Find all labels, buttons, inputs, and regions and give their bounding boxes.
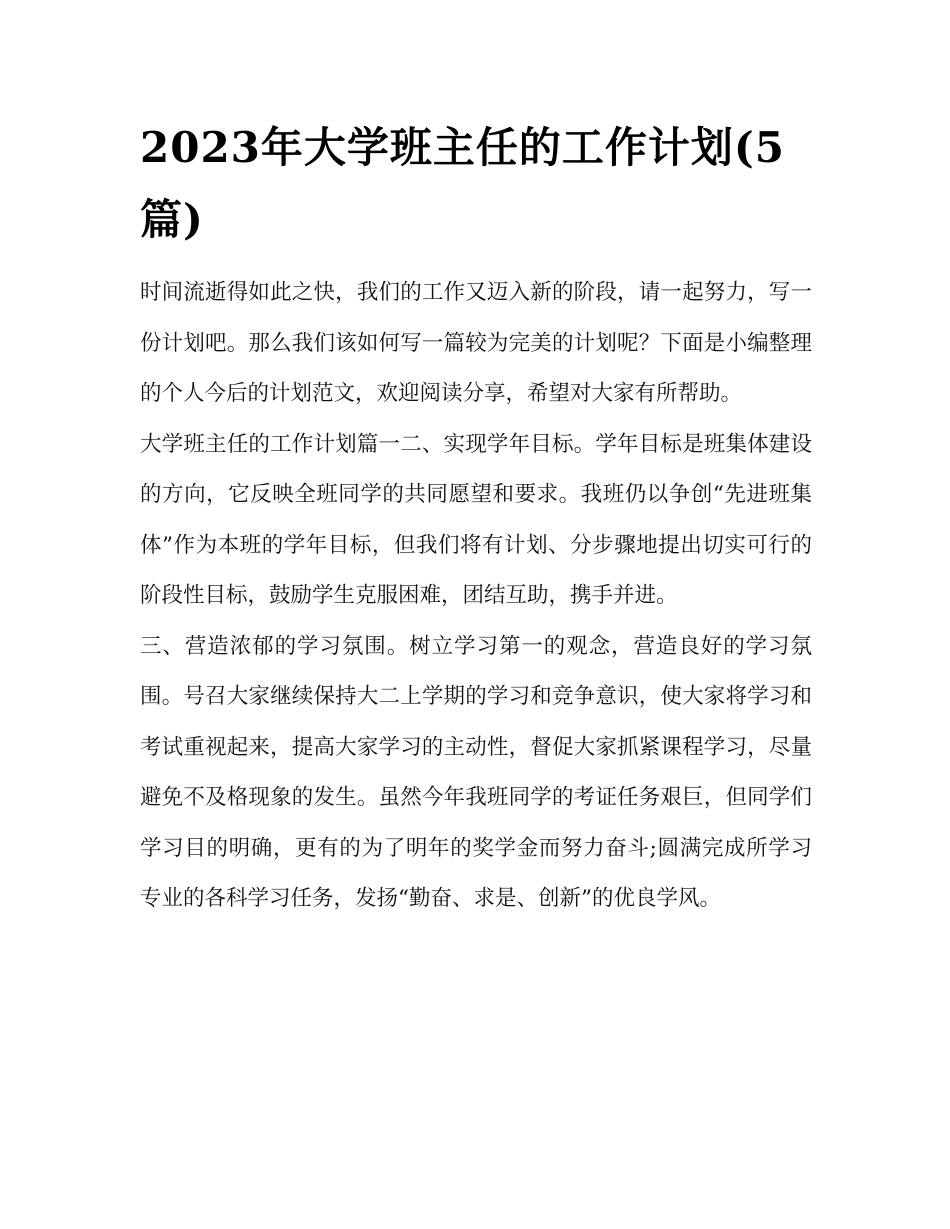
body-paragraph-study-atmosphere: 三、营造浓郁的学习氛围。树立学习第一的观念，营造良好的学习氛围。号召大家继续保持大二上学期的学习和竞争意识，使大家将学习和考试重视起来，提高大家学习的主动性，督促大家抓紧课程学习，尽量避免不及格现象的发生。虽然今年我班同学的考证任务艰巨，但同学们学习目的明确，更有的为了明年的奖学金而努力奋斗;圆满完成所学习专业的各科学习任务，发扬“勤奋、求是、创新”的优良学风。 [140,633,812,911]
document-title: 2023年大学班主任的工作计划(5篇) [140,123,785,244]
intro-paragraph: 时间流逝得如此之快，我们的工作又迈入新的阶段，请一起努力，写一份计划吧。那么我们该如何写一篇较为完美的计划呢？下面是小编整理的个人今后的计划范文，欢迎阅读分享，希望对大家有所帮助。 [140,280,812,406]
body-paragraph-goals: 大学班主任的工作计划篇一二、实现学年目标。学年目标是班集体建设的方向，它反映全班同学的共同愿望和要求。我班仍以争创“先进班集体”作为本班的学年目标，但我们将有计划、分步骤地提出切实可行的阶段性目标，鼓励学生克服困难，团结互助，携手并进。 [140,431,812,608]
document-body [140,112,812,925]
